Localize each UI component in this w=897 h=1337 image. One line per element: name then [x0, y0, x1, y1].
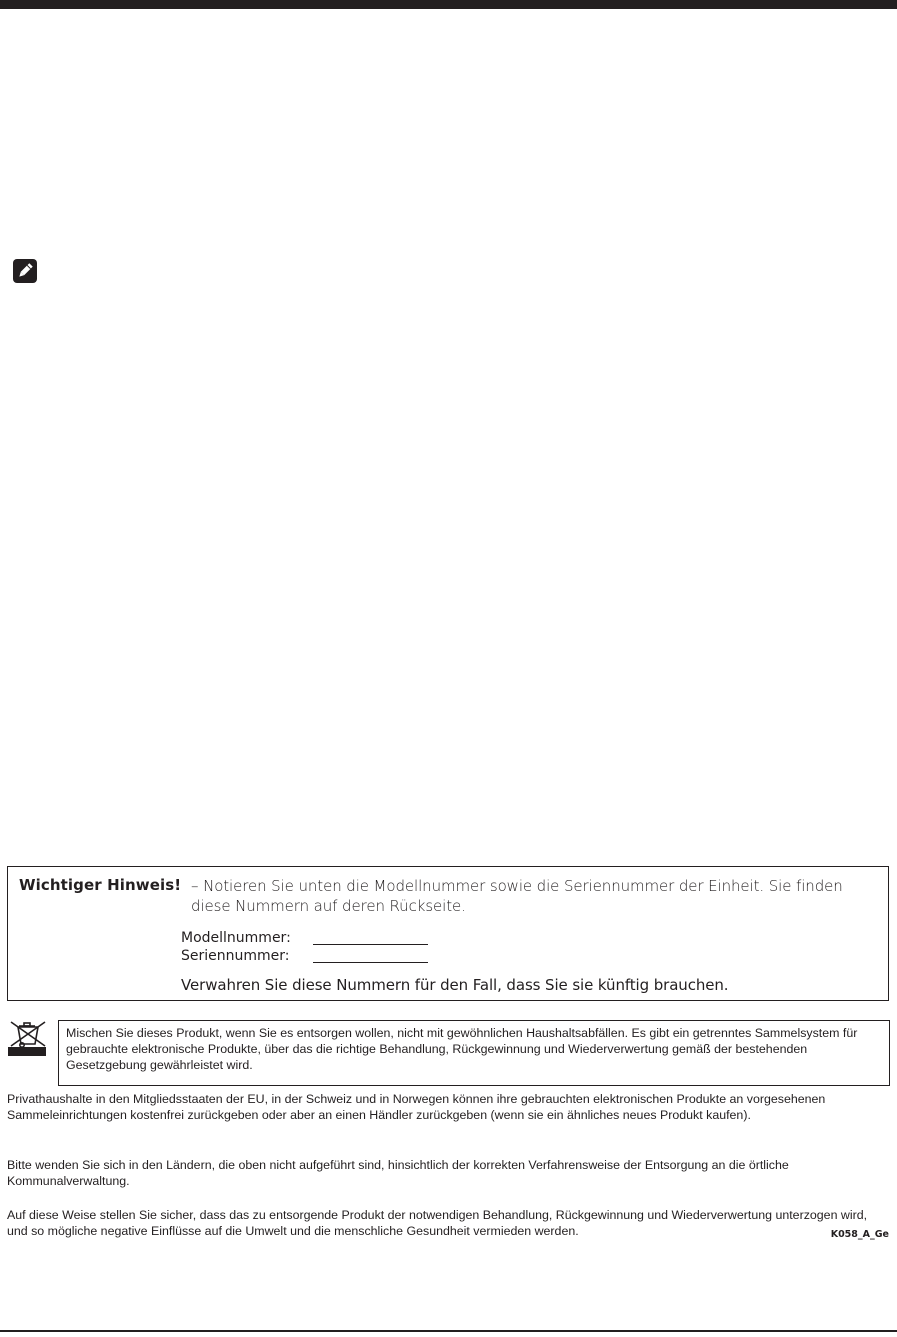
pencil-note-icon	[13, 259, 37, 283]
footer-rule	[0, 1330, 897, 1332]
model-number-label: Modellnummer:	[181, 930, 291, 946]
notice-instruction: – Notieren Sie unten die Modellnummer sowie die Seriennummer der Einheit. Sie finden diese Nummern auf deren Rückseite.	[191, 877, 843, 915]
header-bar	[0, 0, 897, 9]
notice-title: Wichtiger Hinweis!	[19, 876, 182, 894]
weee-marking-bar	[8, 1047, 46, 1056]
model-number-field[interactable]	[313, 944, 428, 945]
serial-number-row	[181, 947, 290, 965]
weee-paragraph-households: Privathaushalte in den Mitgliedsstaaten der EU, in der Schweiz und in Norwegen können ihre gebrauchten elektronischen Produkte an vorgesehenen Sammeleinrichtungen kostenfrei zurückgeben oder aber an einen Händler zurückgeben (wenn sie ein ähnliches neues Produkt kaufen).	[7, 1092, 826, 1122]
serial-number-label: Seriennummer:	[181, 948, 290, 964]
notice-keep-text: Verwahren Sie diese Nummern für den Fall, dass Sie sie künftig brauchen.	[181, 976, 729, 994]
model-number-row	[181, 929, 291, 947]
document-code: K058_A_Ge	[830, 1229, 889, 1240]
weee-paragraph-other-countries: Bitte wenden Sie sich in den Ländern, die oben nicht aufgeführt sind, hinsichtlich der korrekten Verfahrensweise der Entsorgung an die örtliche Kommunalverwaltung.	[7, 1158, 789, 1188]
weee-notice-box: Mischen Sie dieses Produkt, wenn Sie es entsorgen wollen, nicht mit gewöhnlichen Haushaltsabfällen. Es gibt ein getrenntes Sammelsystem für gebrauchte elektronische Produkte, über das die richtige Behandlung, Rückgewinnung und Wiederverwertung gemäß der bestehenden Gesetzgebung gewährleistet wird.	[58, 1020, 890, 1086]
weee-paragraph-treatment: Auf diese Weise stellen Sie sicher, dass das zu entsorgende Produkt der notwendigen Behandlung, Rückgewinnung und Wiederverwertung unterzogen wird, und so mögliche negative Einflüsse auf die Umwelt und die menschliche Gesundheit vermieden werden.	[7, 1208, 868, 1238]
serial-number-field[interactable]	[313, 962, 428, 963]
